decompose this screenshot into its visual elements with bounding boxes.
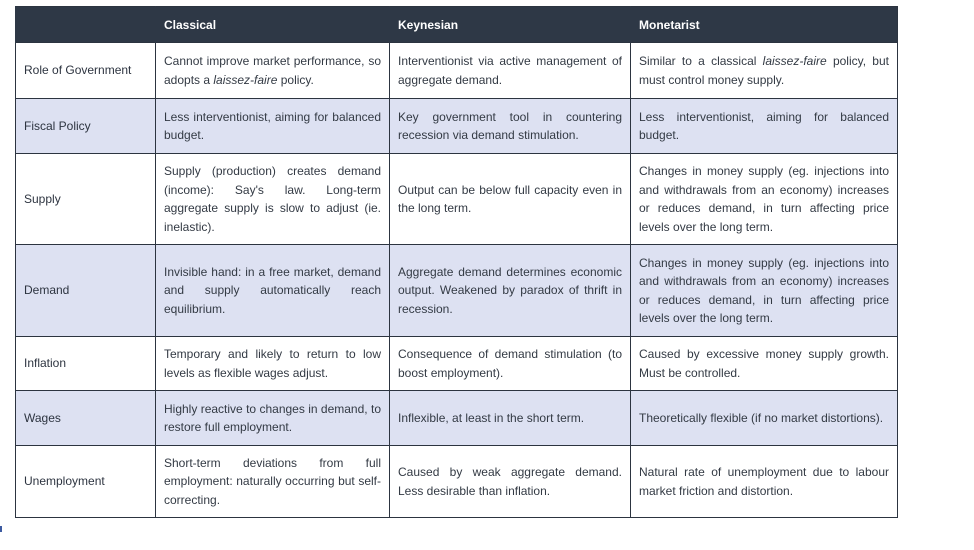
header-keynesian: Keynesian xyxy=(390,7,631,43)
cell-monetarist: Changes in money supply (eg. injections into and withdrawals from an economy) increases or reduces demand, in turn affecting price levels over the long term. xyxy=(631,245,898,337)
edge-mark xyxy=(0,526,2,532)
header-empty xyxy=(16,7,156,43)
cell-monetarist: Natural rate of unemployment due to labour market friction and distortion. xyxy=(631,446,898,518)
cell-keynesian: Caused by weak aggregate demand. Less desirable than inflation. xyxy=(390,446,631,518)
cell-italic-text: laissez-faire xyxy=(762,54,827,68)
cell-classical: Invisible hand: in a free market, demand and supply automatically reach equilibrium. xyxy=(156,245,390,337)
row-label: Role of Government xyxy=(16,43,156,99)
cell-text: Similar to a classical xyxy=(639,54,763,68)
table-row-wages xyxy=(16,391,898,446)
cell-classical: Less interventionist, aiming for balanced budget. xyxy=(156,99,390,154)
cell-classical: Short-term deviations from full employment: naturally occurring but self-correcting. xyxy=(156,446,390,518)
cell-keynesian: Interventionist via active management of aggregate demand. xyxy=(390,43,631,99)
table-row-inflation xyxy=(16,337,898,391)
cell-text: policy, but must control money supply. xyxy=(639,54,889,87)
comparison-table-container xyxy=(15,6,897,518)
cell-monetarist xyxy=(631,43,898,99)
row-label: Wages xyxy=(16,391,156,446)
cell-keynesian: Key government tool in countering recession via demand stimulation. xyxy=(390,99,631,154)
cell-keynesian: Output can be below full capacity even in the long term. xyxy=(390,154,631,245)
row-label: Supply xyxy=(16,154,156,245)
cell-monetarist: Less interventionist, aiming for balanced budget. xyxy=(631,99,898,154)
cell-monetarist: Caused by excessive money supply growth. Must be controlled. xyxy=(631,337,898,391)
cell-classical: Temporary and likely to return to low levels as flexible wages adjust. xyxy=(156,337,390,391)
cell-monetarist: Theoretically flexible (if no market distortions). xyxy=(631,391,898,446)
row-label: Inflation xyxy=(16,337,156,391)
row-label: Demand xyxy=(16,245,156,337)
row-label: Fiscal Policy xyxy=(16,99,156,154)
cell-monetarist: Changes in money supply (eg. injections into and withdrawals from an economy) increases or reduces demand, in turn affecting price levels over the long term. xyxy=(631,154,898,245)
table-row-demand xyxy=(16,245,898,337)
cell-keynesian: Inflexible, at least in the short term. xyxy=(390,391,631,446)
cell-classical: Supply (production) creates demand (income): Say's law. Long-term aggregate supply is slow to adjust (ie. inelastic). xyxy=(156,154,390,245)
header-classical: Classical xyxy=(156,7,390,43)
cell-classical xyxy=(156,43,390,99)
economic-schools-comparison-table xyxy=(15,6,898,518)
cell-italic-text: laissez-faire xyxy=(213,72,278,87)
table-row-role-of-government xyxy=(16,43,898,99)
cell-text: policy. xyxy=(277,72,314,87)
cell-keynesian: Aggregate demand determines economic output. Weakened by paradox of thrift in recession. xyxy=(390,245,631,337)
row-label: Unemployment xyxy=(16,446,156,518)
table-row-unemployment xyxy=(16,446,898,518)
table-row-supply xyxy=(16,154,898,245)
table-row-fiscal-policy xyxy=(16,99,898,154)
header-monetarist: Monetarist xyxy=(631,7,898,43)
table-header-row xyxy=(16,7,898,43)
cell-keynesian: Consequence of demand stimulation (to boost employment). xyxy=(390,337,631,391)
cell-classical: Highly reactive to changes in demand, to restore full employment. xyxy=(156,391,390,446)
cell-text: Cannot improve market performance, so adopts a xyxy=(164,54,381,87)
